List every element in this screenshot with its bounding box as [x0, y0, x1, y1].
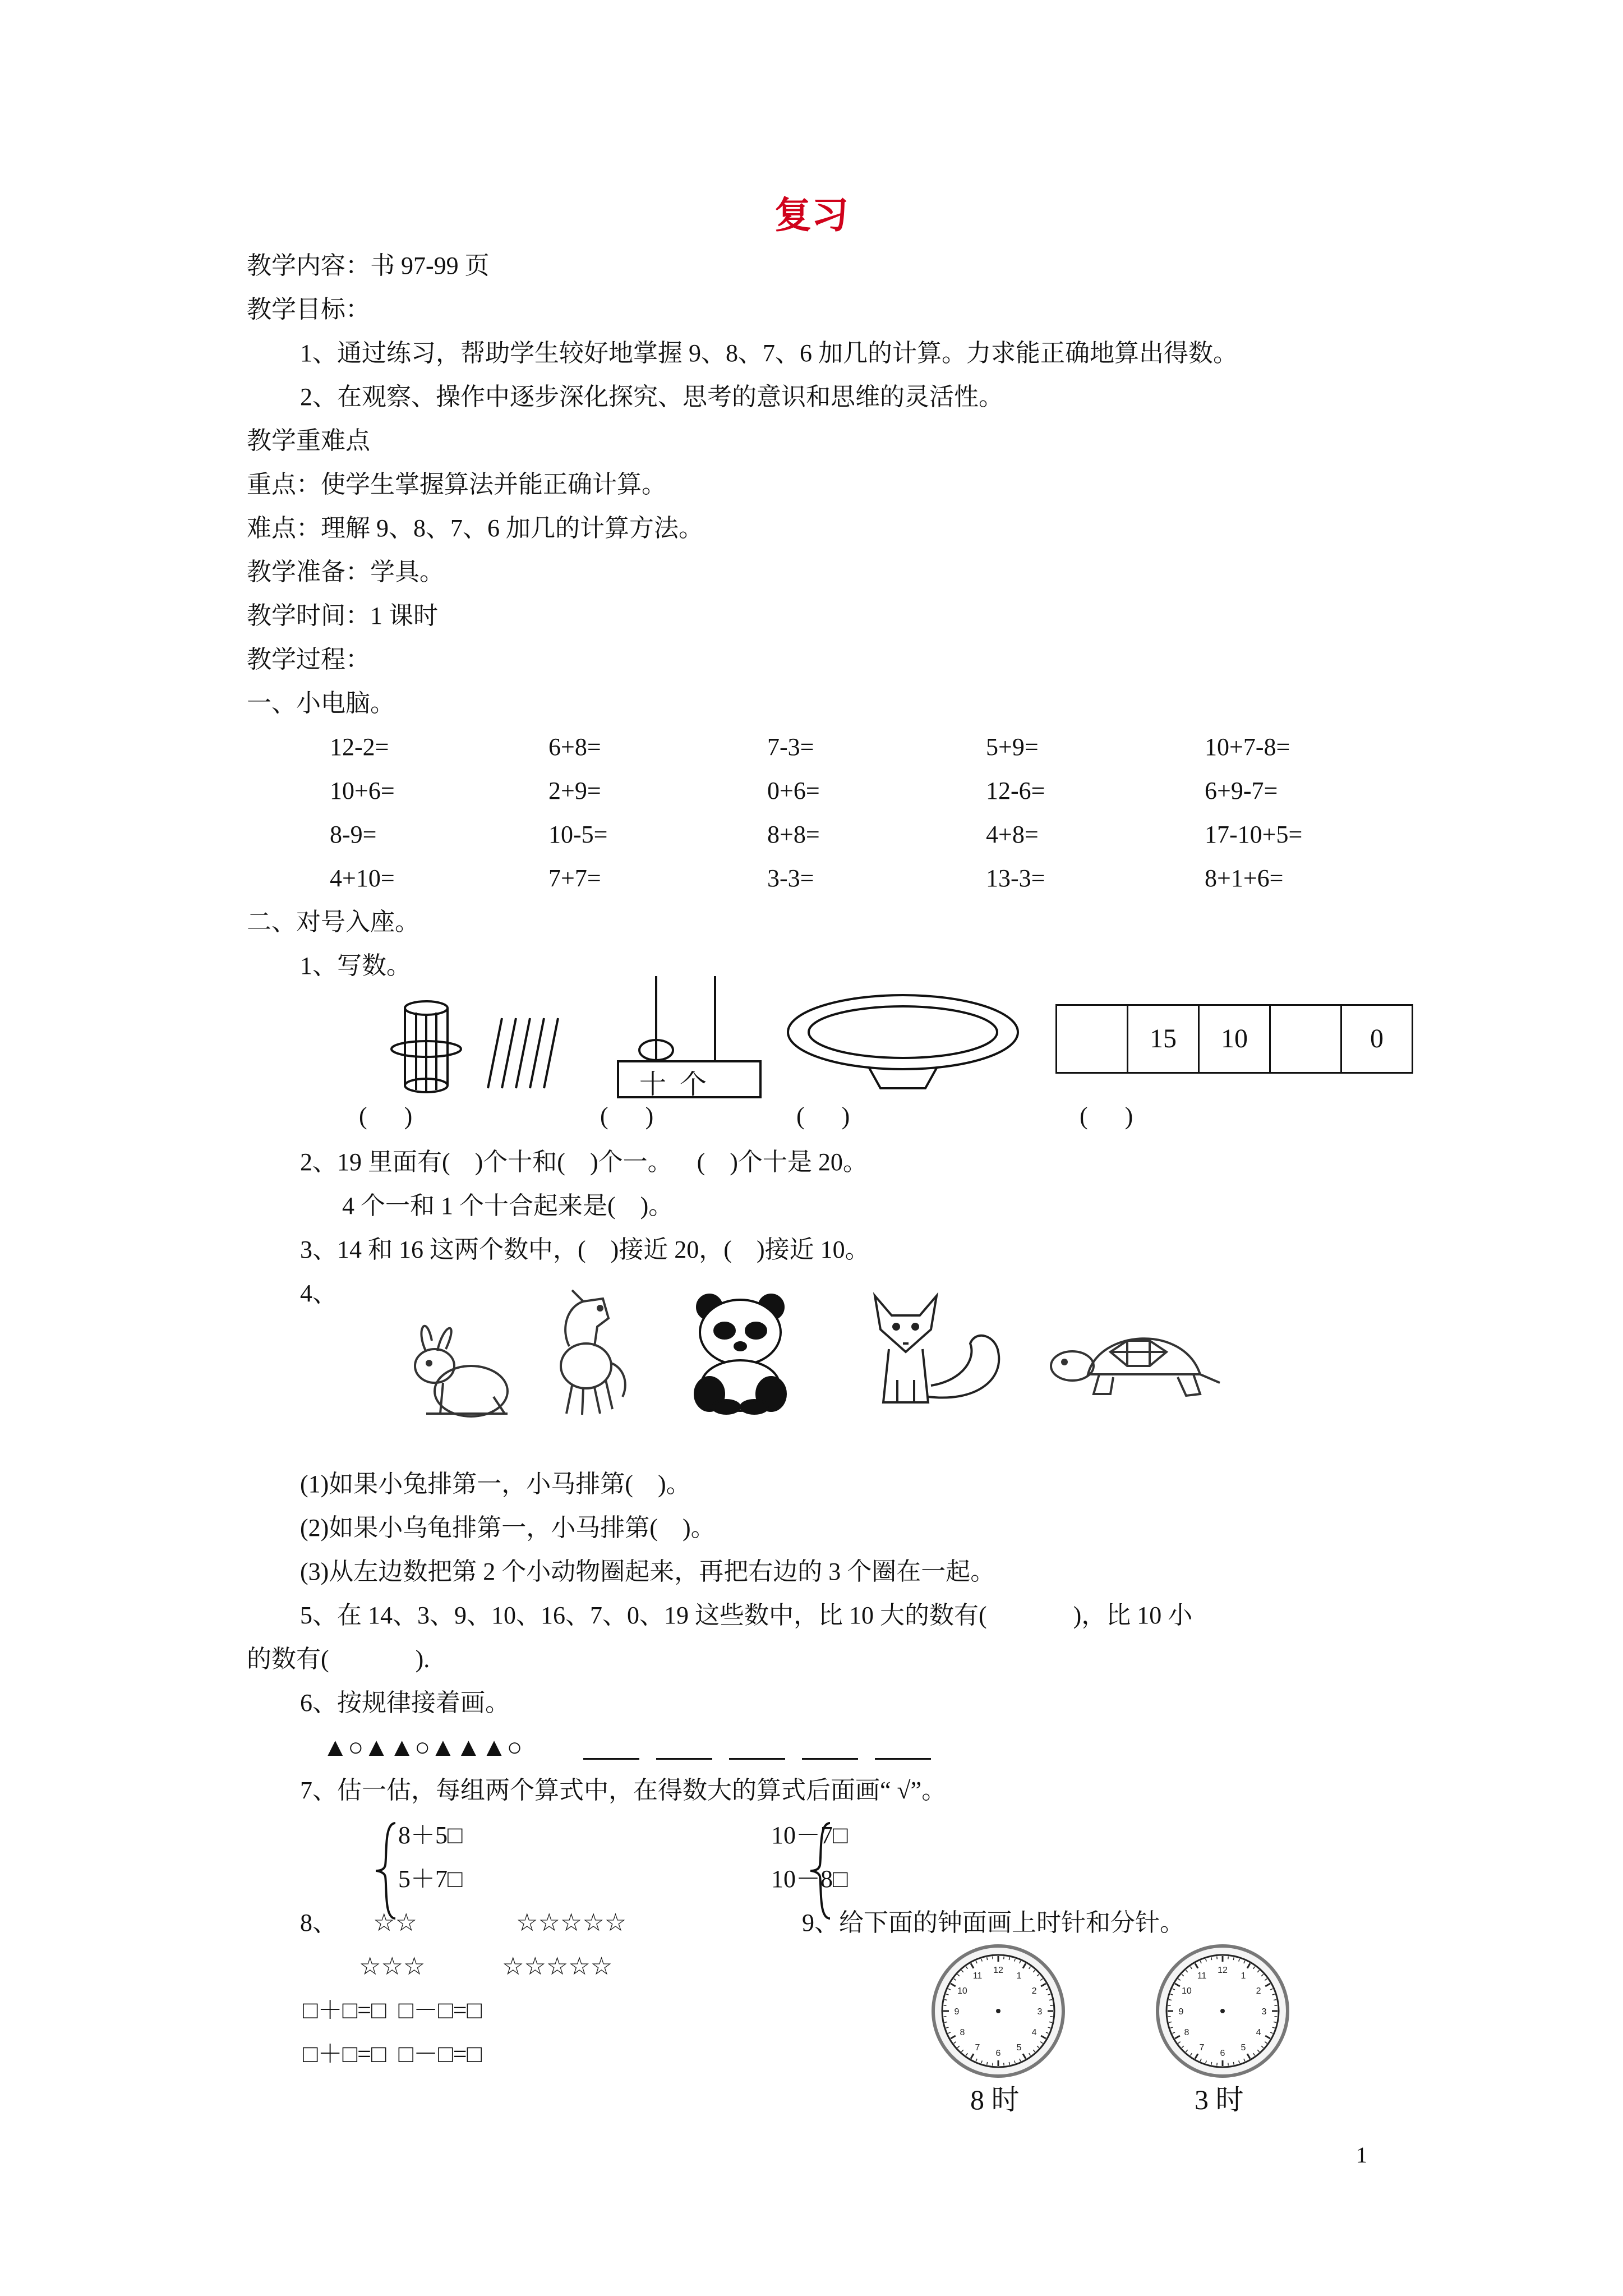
blank-4[interactable]	[802, 1758, 858, 1760]
answer-paren-3[interactable]: ( )	[796, 1102, 850, 1130]
svg-text:2: 2	[1256, 1986, 1261, 1996]
svg-text:5: 5	[1016, 2043, 1022, 2053]
number-strip-cell[interactable]	[1055, 1004, 1128, 1074]
calc-problem[interactable]: 17-10+5=	[1205, 821, 1303, 848]
abacus-place-labels: 十 个	[639, 1070, 707, 1099]
q7-left-2: 5＋7□	[398, 1865, 463, 1893]
clock-2-label: 3 时	[1195, 2084, 1244, 2115]
calc-problem[interactable]: 4+10=	[330, 864, 395, 892]
box-equations-2[interactable]: □＋□=□ □－□=□	[303, 2040, 482, 2068]
clock-face-icon[interactable]	[1155, 1944, 1290, 2078]
q7-right-1: 10－7□	[771, 1821, 848, 1849]
clock-1-label: 8 时	[970, 2084, 1020, 2115]
answer-paren-4[interactable]: ( )	[1080, 1102, 1133, 1130]
q4-label: 4、	[300, 1280, 337, 1307]
calc-problem[interactable]: 10+6=	[330, 777, 395, 804]
fox-icon	[864, 1290, 1021, 1414]
turtle-icon	[1049, 1313, 1223, 1408]
svg-text:6: 6	[995, 2049, 1001, 2058]
svg-text:9: 9	[1178, 2007, 1184, 2017]
teaching-goal-2: 2、在观察、操作中逐步深化探究、思考的意识和思维的灵活性。	[300, 383, 1003, 411]
svg-text:3: 3	[1037, 2007, 1043, 2017]
calc-problem[interactable]: 10-5=	[548, 821, 608, 848]
page-title: 复习	[774, 195, 849, 236]
horse-icon	[550, 1285, 634, 1419]
rabbit-icon	[393, 1307, 516, 1419]
svg-text:8: 8	[1184, 2028, 1189, 2037]
q2-line-2: 4 个一和 1 个十合起来是( )。	[342, 1192, 674, 1220]
star-group-b-2: ☆☆☆☆☆	[502, 1953, 613, 1980]
teaching-time: 教学时间：1 课时	[247, 602, 438, 629]
calc-problem[interactable]: 3-3=	[767, 864, 814, 892]
page-number: 1	[1356, 2142, 1367, 2168]
q7-left-1: 8＋5□	[398, 1821, 463, 1849]
q6-label: 6、按规律接着画。	[300, 1689, 510, 1717]
number-strip-cell[interactable]	[1269, 1004, 1342, 1074]
svg-text:7: 7	[1199, 2043, 1205, 2053]
panda-icon	[684, 1290, 796, 1414]
blank-3[interactable]	[729, 1758, 785, 1760]
calc-problem[interactable]: 7-3=	[767, 733, 814, 761]
calc-problem[interactable]: 12-2=	[330, 733, 389, 761]
blank-1[interactable]	[583, 1758, 639, 1760]
svg-text:10: 10	[957, 1986, 967, 1996]
svg-text:12: 12	[993, 1966, 1003, 1975]
q7-right-2: 10－8□	[771, 1865, 848, 1893]
svg-text:10: 10	[1182, 1986, 1192, 1996]
teaching-content: 教学内容：书 97-99 页	[247, 252, 490, 279]
svg-text:2: 2	[1031, 1986, 1037, 1996]
svg-text:1: 1	[1241, 1971, 1246, 1981]
section-2-heading: 二、对号入座。	[247, 908, 419, 936]
section-1-heading: 一、小电脑。	[247, 689, 395, 717]
q3-line: 3、14 和 16 这两个数中，( )接近 20，( )接近 10。	[300, 1236, 870, 1263]
q4-sub-3: (3)从左边数把第 2 个小动物圈起来，再把右边的 3 个圈在一起。	[300, 1558, 995, 1585]
number-strip-cell[interactable]: 15	[1127, 1004, 1200, 1074]
right-brace-icon	[808, 1820, 836, 1921]
svg-text:8: 8	[960, 2028, 965, 2037]
calc-problem[interactable]: 12-6=	[986, 777, 1045, 804]
calc-problem[interactable]: 0+6=	[767, 777, 820, 804]
shape-sequence: ▲○▲▲○▲▲▲○	[322, 1733, 523, 1761]
calc-problem[interactable]: 2+9=	[548, 777, 601, 804]
svg-text:1: 1	[1016, 1971, 1022, 1981]
svg-text:4: 4	[1256, 2028, 1261, 2037]
difficult-point: 难点：理解 9、8、7、6 加几的计算方法。	[247, 514, 703, 542]
svg-text:7: 7	[975, 2043, 980, 2053]
answer-paren-2[interactable]: ( )	[600, 1102, 654, 1130]
calc-problem[interactable]: 13-3=	[986, 864, 1045, 892]
left-brace-icon	[373, 1820, 401, 1921]
clock-face-icon[interactable]	[931, 1944, 1066, 2078]
number-strip-cell[interactable]: 10	[1198, 1004, 1271, 1074]
calc-problem[interactable]: 8+8=	[767, 821, 820, 848]
teaching-goal-1: 1、通过练习，帮助学生较好地掌握 9、8、7、6 加几的计算。力求能正确地算出得数。	[300, 339, 1238, 367]
q2-line-1: 2、19 里面有( )个十和( )个一。 ( )个十是 20。	[300, 1148, 868, 1176]
q8-label: 8、	[300, 1909, 337, 1936]
svg-text:12: 12	[1218, 1966, 1228, 1975]
svg-text:11: 11	[972, 1971, 983, 1981]
q7-label: 7、估一估，每组两个算式中，在得数大的算式后面画“ √”。	[300, 1777, 947, 1804]
svg-text:3: 3	[1261, 2007, 1267, 2017]
star-group-b-1: ☆☆☆☆☆	[516, 1909, 627, 1936]
blank-5[interactable]	[875, 1758, 931, 1760]
svg-text:4: 4	[1031, 2028, 1037, 2037]
svg-text:9: 9	[954, 2007, 960, 2017]
q4-sub-1: (1)如果小兔排第一，小马排第( )。	[300, 1470, 691, 1498]
calc-problem[interactable]: 4+8=	[986, 821, 1039, 848]
star-group-a-1: ☆☆	[373, 1909, 417, 1936]
calc-problem[interactable]: 6+8=	[548, 733, 601, 761]
key-difficult-label: 教学重难点	[247, 427, 370, 454]
key-point: 重点：使学生掌握算法并能正确计算。	[247, 471, 666, 498]
calc-problem[interactable]: 8+1+6=	[1205, 864, 1284, 892]
blank-2[interactable]	[656, 1758, 712, 1760]
calc-problem[interactable]: 6+9-7=	[1205, 777, 1278, 804]
box-equations-1[interactable]: □＋□=□ □－□=□	[303, 1996, 482, 2024]
svg-text:11: 11	[1197, 1971, 1207, 1981]
plate-icon	[785, 993, 1021, 1094]
teaching-prep: 教学准备：学具。	[247, 558, 444, 586]
calc-problem[interactable]: 7+7=	[548, 864, 601, 892]
svg-text:6: 6	[1220, 2049, 1225, 2058]
q4-sub-2: (2)如果小乌龟排第一，小马排第( )。	[300, 1514, 716, 1542]
q1-label: 1、写数。	[300, 952, 411, 979]
q5-line-2: 的数有( ).	[247, 1645, 430, 1673]
q9-label: 9、给下面的钟面画上时针和分针。	[802, 1909, 1184, 1936]
teaching-goals-label: 教学目标：	[247, 296, 370, 323]
svg-text:5: 5	[1241, 2043, 1246, 2053]
calc-problem[interactable]: 10+7-8=	[1205, 733, 1290, 761]
teaching-process: 教学过程：	[247, 646, 370, 673]
star-group-a-2: ☆☆☆	[359, 1953, 426, 1980]
bundle-sticks-icon	[387, 996, 572, 1097]
answer-paren-1[interactable]: ( )	[359, 1102, 413, 1130]
calc-problem[interactable]: 8-9=	[330, 821, 377, 848]
number-strip-cell[interactable]: 0	[1340, 1004, 1413, 1074]
q5-line-1: 5、在 14、3、9、10、16、7、0、19 这些数中，比 10 大的数有( )，比 10 小	[300, 1602, 1193, 1629]
calc-problem[interactable]: 5+9=	[986, 733, 1039, 761]
